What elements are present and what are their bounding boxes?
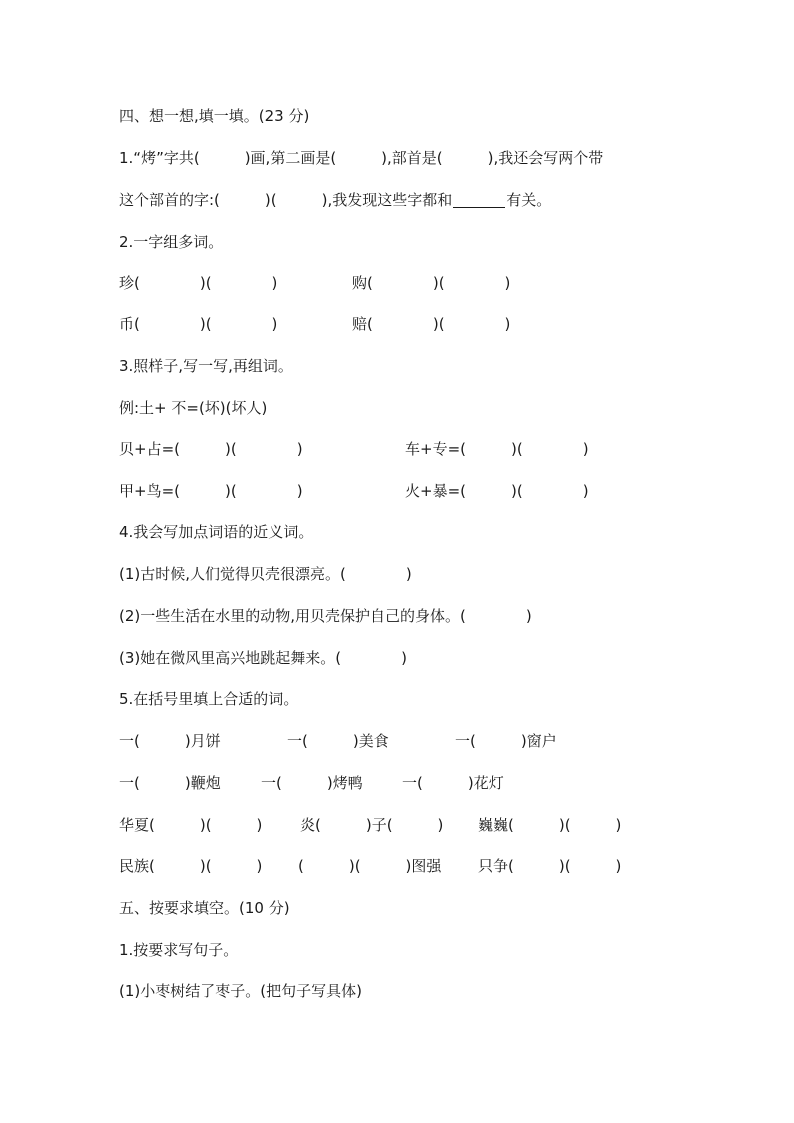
q1-line-1: 1.“烤”字共( )画,第二画是( ),部首是( ),我还会写两个带	[119, 149, 604, 167]
q5-item: 一( )鞭炮	[119, 774, 221, 792]
q2-row-2-right: 赔( )( )	[352, 315, 511, 333]
q1-line-2-end: 有关。	[506, 191, 552, 209]
q4-item-2: (2)一些生活在水里的动物,用贝壳保护自己的身体。( )	[119, 607, 532, 625]
q2-row-1-left: 珍( )( )	[119, 274, 278, 292]
q5-item: 一( )烤鸭	[261, 774, 363, 792]
section-4-title: 四、想一想,填一填。(23 分)	[119, 107, 310, 125]
q5-item: 一( )月饼	[119, 732, 221, 750]
q3-example: 例:土+ 不=(坏)(坏人)	[119, 399, 268, 417]
s5-q1-item-1: (1)小枣树结了枣子。(把句子写具体)	[119, 982, 362, 1000]
q5-item: 一( )窗户	[455, 732, 557, 750]
q2-row-1-right: 购( )( )	[352, 274, 511, 292]
q5-item: 炎( )子( )	[300, 816, 444, 834]
q2-row-2-left: 币( )( )	[119, 315, 278, 333]
q3-row-1-left: 贝+占=( )( )	[119, 440, 303, 458]
q3-title: 3.照样子,写一写,再组词。	[119, 357, 293, 375]
q2-title: 2.一字组多词。	[119, 233, 224, 251]
q5-item: 一( )花灯	[402, 774, 504, 792]
s5-q1-title: 1.按要求写句子。	[119, 941, 239, 959]
section-5-title: 五、按要求填空。(10 分)	[119, 899, 290, 917]
q4-title: 4.我会写加点词语的近义词。	[119, 523, 314, 541]
q4-item-1: (1)古时候,人们觉得贝壳很漂亮。( )	[119, 565, 412, 583]
q5-item: 一( )美食	[287, 732, 389, 750]
q1-line-2-text: 这个部首的字:( )( ),我发现这些字都和	[119, 191, 453, 209]
q5-item: 只争( )( )	[478, 857, 622, 875]
q3-row-1-right: 车+专=( )( )	[405, 440, 589, 458]
q1-line-2	[119, 190, 551, 210]
q5-item: ( )( )图强	[298, 857, 442, 875]
answer-blank[interactable]	[453, 193, 505, 208]
q5-item: 巍巍( )( )	[478, 816, 622, 834]
q3-row-2-left: 甲+鸟=( )( )	[119, 482, 303, 500]
q3-row-2-right: 火+暴=( )( )	[405, 482, 589, 500]
q4-item-3: (3)她在微风里高兴地跳起舞来。( )	[119, 649, 407, 667]
q5-title: 5.在括号里填上合适的词。	[119, 690, 299, 708]
q5-item: 华夏( )( )	[119, 816, 263, 834]
q5-item: 民族( )( )	[119, 857, 263, 875]
